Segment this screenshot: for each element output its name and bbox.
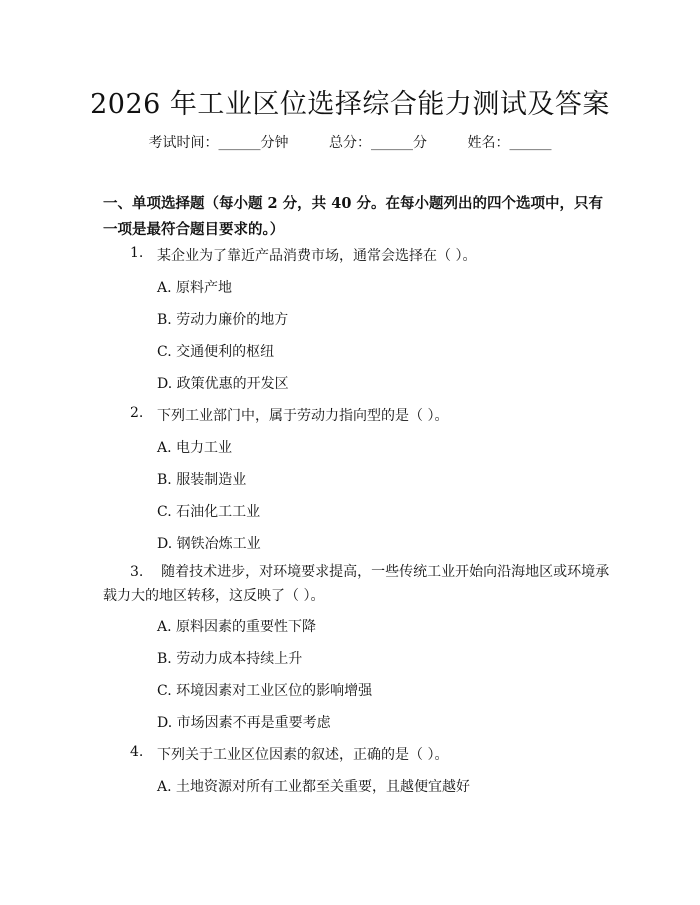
option: B. 劳动力成本持续上升 xyxy=(157,651,303,667)
question-number: 1. xyxy=(130,245,144,261)
student-name: 姓名：______ xyxy=(467,135,552,151)
option: A. 土地资源对所有工业都至关重要，且越便宜越好 xyxy=(157,779,471,795)
option: D. 政策优惠的开发区 xyxy=(157,376,289,392)
option: C. 环境因素对工业区位的影响增强 xyxy=(157,683,373,699)
option: A. 原料产地 xyxy=(157,280,233,296)
question-stem: 随着技术进步，对环境要求提高，一些传统工业开始向沿海地区或环境承载力大的地区转移，这反映了（ ）。 xyxy=(103,564,610,604)
option: A. 电力工业 xyxy=(157,440,233,456)
option: B. 劳动力廉价的地方 xyxy=(157,312,289,328)
question-stem: 下列工业部门中，属于劳动力指向型的是（ ）。 xyxy=(157,408,449,424)
question-stem: 下列关于工业区位因素的叙述，正确的是（ ）。 xyxy=(157,747,449,763)
question-stem-wrapped xyxy=(103,560,610,608)
option: A. 原料因素的重要性下降 xyxy=(157,619,317,635)
option: C. 交通便利的枢纽 xyxy=(157,344,275,360)
question-number: 2. xyxy=(130,405,144,421)
option: D. 钢铁冶炼工业 xyxy=(157,536,261,552)
option: B. 服装制造业 xyxy=(157,472,247,488)
section-heading: 一、单项选择题（每小题 2 分，共 40 分。在每小题列出的四个选项中，只有一项是最符合题目要求的。） xyxy=(103,195,603,238)
exam-time: 考试时间：______分钟 xyxy=(148,135,289,151)
question-stem: 某企业为了靠近产品消费市场，通常会选择在（ ）。 xyxy=(157,248,477,264)
page-title: 2026 年工业区位选择综合能力测试及答案 xyxy=(90,89,610,120)
option: D. 市场因素不再是重要考虑 xyxy=(157,715,331,731)
question-number: 4. xyxy=(130,744,144,760)
question-number: 3. xyxy=(130,564,144,580)
total-score: 总分：______分 xyxy=(329,135,427,151)
option: C. 石油化工工业 xyxy=(157,504,261,520)
exam-meta xyxy=(0,132,700,152)
